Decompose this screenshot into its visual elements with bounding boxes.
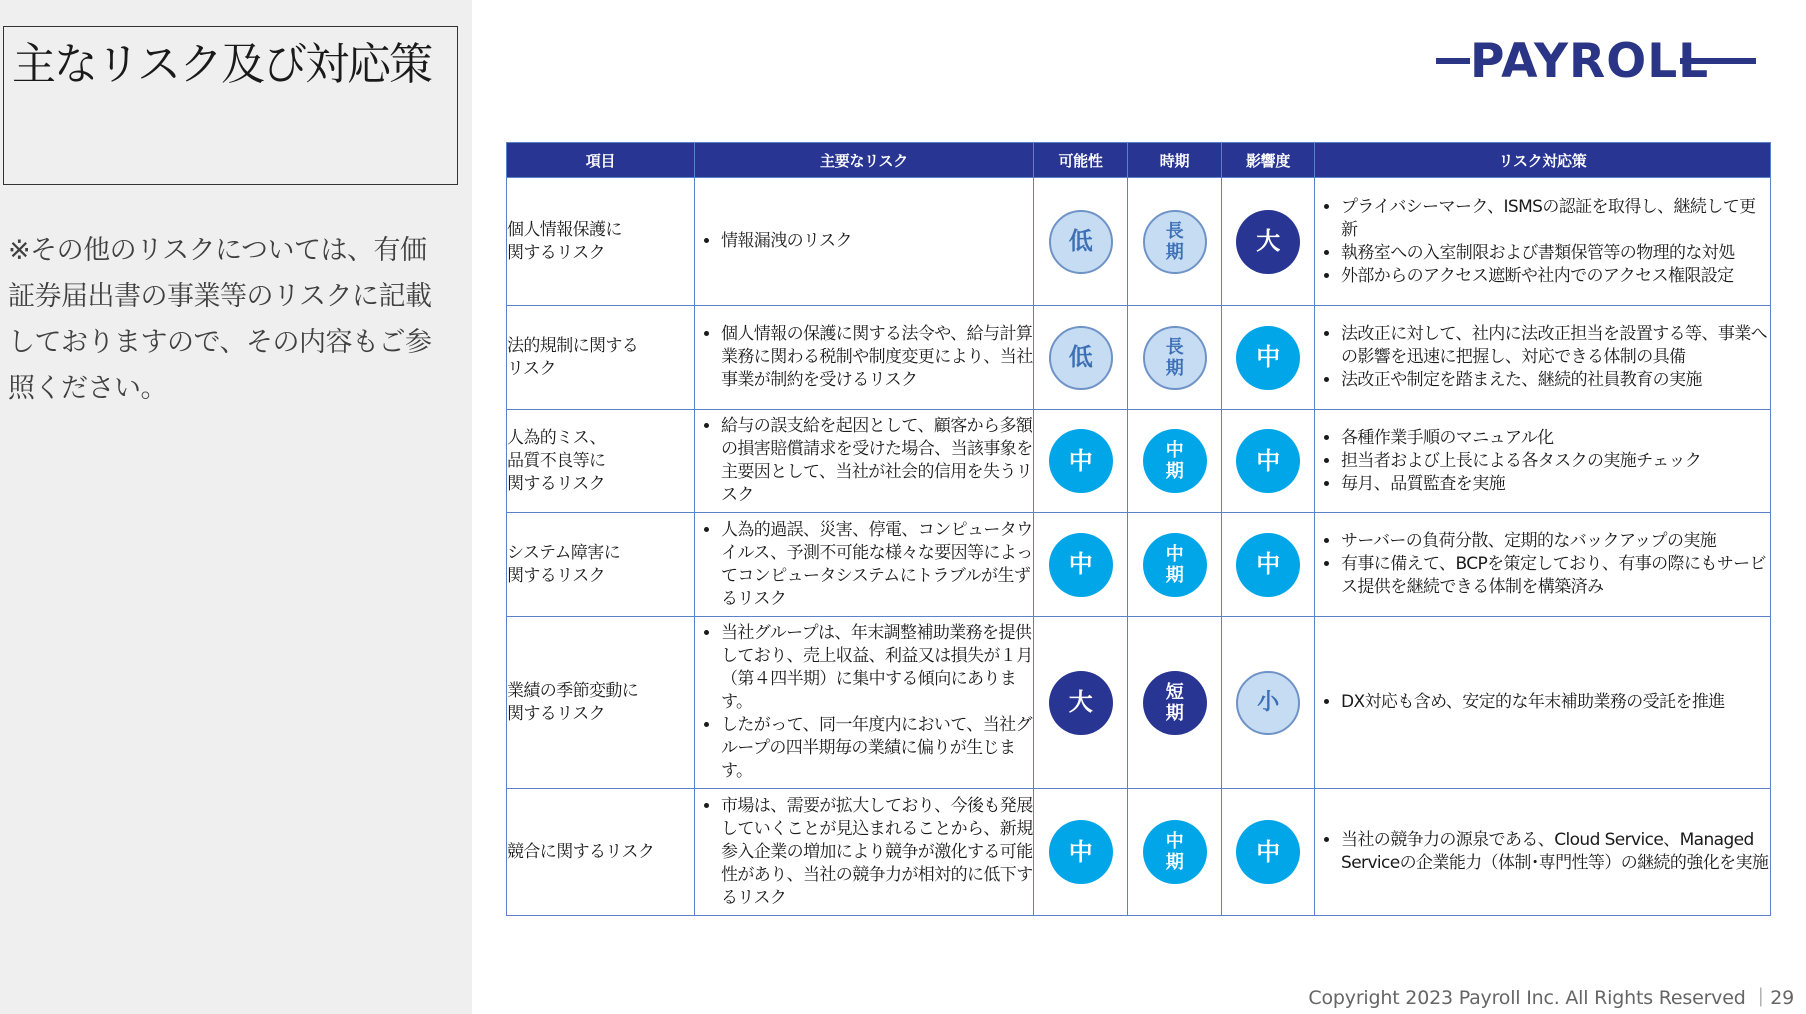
timing-cell xyxy=(1128,178,1222,306)
item-cell xyxy=(507,410,695,513)
table-row xyxy=(507,306,1771,410)
item-cell xyxy=(507,617,695,789)
timing-cell xyxy=(1128,410,1222,513)
likelihood-cell xyxy=(1034,410,1128,513)
measure-bullet: • 外部からのアクセス遮断や社内でのアクセス権限設定 xyxy=(1341,265,1770,288)
timing-badge: 中期 xyxy=(1143,820,1207,884)
logo-text: PAYROLL xyxy=(1470,34,1710,89)
impact-badge: 中 xyxy=(1236,429,1300,493)
risk-bullet: • 個人情報の保護に関する法令や、給与計算業務に関わる税制や制度変更により、当社事業が制約を受けるリスク xyxy=(721,323,1033,392)
table-header-row xyxy=(507,143,1771,178)
item-cell xyxy=(507,178,695,306)
measure-bullet: • 当社の競争力の源泉である、Cloud Service、Managed Serviceの企業能力（体制･専門性等）の継続的強化を実施 xyxy=(1341,829,1770,875)
item-line: 法的規制に関する xyxy=(507,335,639,356)
risk-cell xyxy=(695,178,1034,306)
item-line: 品質不良等に xyxy=(507,450,606,471)
measures-cell xyxy=(1315,410,1771,513)
timing-cell xyxy=(1128,789,1222,916)
measures-cell xyxy=(1315,617,1771,789)
title-box xyxy=(3,26,458,185)
impact-badge: 中 xyxy=(1236,820,1300,884)
measure-bullet: • 有事に備えて、BCPを策定しており、有事の際にもサービス提供を継続できる体制を構築済み xyxy=(1341,553,1770,599)
item-line: 人為的ミス、 xyxy=(507,427,606,448)
table-row xyxy=(507,513,1771,617)
risk-cell xyxy=(695,410,1034,513)
item-line: 個人情報保護に xyxy=(507,219,622,240)
risk-bullet: • 人為的過誤、災害、停電、コンピュータウイルス、予測不可能な様々な要因等によってコンピュータシステムにトラブルが生ずるリスク xyxy=(721,519,1033,611)
impact-cell xyxy=(1222,410,1315,513)
measure-bullet: • プライバシーマーク、ISMSの認証を取得し、継続して更新 xyxy=(1341,196,1770,242)
risk-cell xyxy=(695,306,1034,410)
timing-badge: 長期 xyxy=(1143,326,1207,390)
likelihood-badge: 低 xyxy=(1049,326,1113,390)
likelihood-badge: 中 xyxy=(1049,820,1113,884)
risk-cell xyxy=(695,789,1034,916)
impact-cell xyxy=(1222,617,1315,789)
likelihood-badge: 低 xyxy=(1049,210,1113,274)
note-text: ※その他のリスクについては、有価証券届出書の事業等のリスクに記載しておりますので、その内容もご参照ください。 xyxy=(8,235,432,404)
header-measures: リスク対応策 xyxy=(1315,143,1771,178)
risk-bullet: • 給与の誤支給を起因として、顧客から多額の損害賠償請求を受けた場合、当該事象を主要因として、当社が社会的信用を失うリスク xyxy=(721,415,1033,507)
item-line: 関するリスク xyxy=(507,703,606,724)
item-line: 関するリスク xyxy=(507,565,606,586)
impact-badge: 中 xyxy=(1236,326,1300,390)
payroll-logo xyxy=(1436,32,1756,92)
risk-cell xyxy=(695,617,1034,789)
risk-bullet: • 市場は、需要が拡大しており、今後も発展していくことが見込まれることから、新規参入企業の増加により競争が激化する可能性があり、当社の競争力が相対的に低下するリスク xyxy=(721,795,1033,910)
measures-cell xyxy=(1315,178,1771,306)
measure-bullet: • 担当者および上長による各タスクの実施チェック xyxy=(1341,450,1770,473)
likelihood-badge: 中 xyxy=(1049,533,1113,597)
timing-cell xyxy=(1128,306,1222,410)
item-line: 競合に関するリスク xyxy=(507,841,655,862)
impact-badge: 大 xyxy=(1236,210,1300,274)
risk-bullet: • 当社グループは、年末調整補助業務を提供しており、売上収益、利益又は損失が１月（第４四半期）に集中する傾向にあります。 xyxy=(721,622,1033,714)
item-line: 関するリスク xyxy=(507,473,606,494)
measures-cell xyxy=(1315,513,1771,617)
table-row xyxy=(507,178,1771,306)
measure-bullet: • 法改正や制定を踏まえた、継続的社員教育の実施 xyxy=(1341,369,1770,392)
timing-badge: 短期 xyxy=(1143,671,1207,735)
header-timing: 時期 xyxy=(1128,143,1222,178)
timing-cell xyxy=(1128,617,1222,789)
risk-bullet: • したがって、同一年度内において、当社グループの四半期毎の業績に偏りが生じます。 xyxy=(721,714,1033,783)
timing-badge: 長期 xyxy=(1143,210,1207,274)
item-line: 業績の季節変動に xyxy=(507,680,639,701)
likelihood-cell xyxy=(1034,178,1128,306)
header-impact: 影響度 xyxy=(1222,143,1315,178)
header-item: 項目 xyxy=(507,143,695,178)
footer-copyright: Copyright 2023 Payroll Inc. All Rights Reserved ｜29 xyxy=(1308,987,1794,1009)
timing-badge: 中期 xyxy=(1143,429,1207,493)
likelihood-cell xyxy=(1034,306,1128,410)
table-row xyxy=(507,617,1771,789)
item-line: 関するリスク xyxy=(507,242,606,263)
measure-bullet: • 毎月、品質監査を実施 xyxy=(1341,473,1770,496)
measures-cell xyxy=(1315,789,1771,916)
risk-cell xyxy=(695,513,1034,617)
risk-table xyxy=(506,142,1771,916)
measure-bullet: • DX対応も含め、安定的な年末補助業務の受託を推進 xyxy=(1341,691,1770,714)
measure-bullet: • サーバーの負荷分散、定期的なバックアップの実施 xyxy=(1341,530,1770,553)
likelihood-cell xyxy=(1034,789,1128,916)
measure-bullet: • 執務室への入室制限および書類保管等の物理的な対処 xyxy=(1341,242,1770,265)
item-cell xyxy=(507,513,695,617)
impact-cell xyxy=(1222,789,1315,916)
measures-cell xyxy=(1315,306,1771,410)
impact-cell xyxy=(1222,178,1315,306)
table-row xyxy=(507,410,1771,513)
measure-bullet: • 法改正に対して、社内に法改正担当を設置する等、事業への影響を迅速に把握し、対応できる体制の具備 xyxy=(1341,323,1770,369)
item-line: システム障害に xyxy=(507,542,621,563)
measure-bullet: • 各種作業手順のマニュアル化 xyxy=(1341,427,1770,450)
likelihood-cell xyxy=(1034,617,1128,789)
likelihood-badge: 中 xyxy=(1049,429,1113,493)
item-cell xyxy=(507,789,695,916)
risk-bullet: • 情報漏洩のリスク xyxy=(721,230,1033,253)
header-likelihood: 可能性 xyxy=(1034,143,1128,178)
likelihood-badge: 大 xyxy=(1049,671,1113,735)
left-panel xyxy=(0,0,472,1014)
table-row xyxy=(507,789,1771,916)
page-title: 主なリスク及び対応策 xyxy=(12,39,432,90)
impact-cell xyxy=(1222,306,1315,410)
impact-badge: 小 xyxy=(1236,671,1300,735)
impact-cell xyxy=(1222,513,1315,617)
timing-cell xyxy=(1128,513,1222,617)
header-risk: 主要なリスク xyxy=(695,143,1034,178)
item-line: リスク xyxy=(507,358,556,379)
timing-badge: 中期 xyxy=(1143,533,1207,597)
likelihood-cell xyxy=(1034,513,1128,617)
item-cell xyxy=(507,306,695,410)
impact-badge: 中 xyxy=(1236,533,1300,597)
